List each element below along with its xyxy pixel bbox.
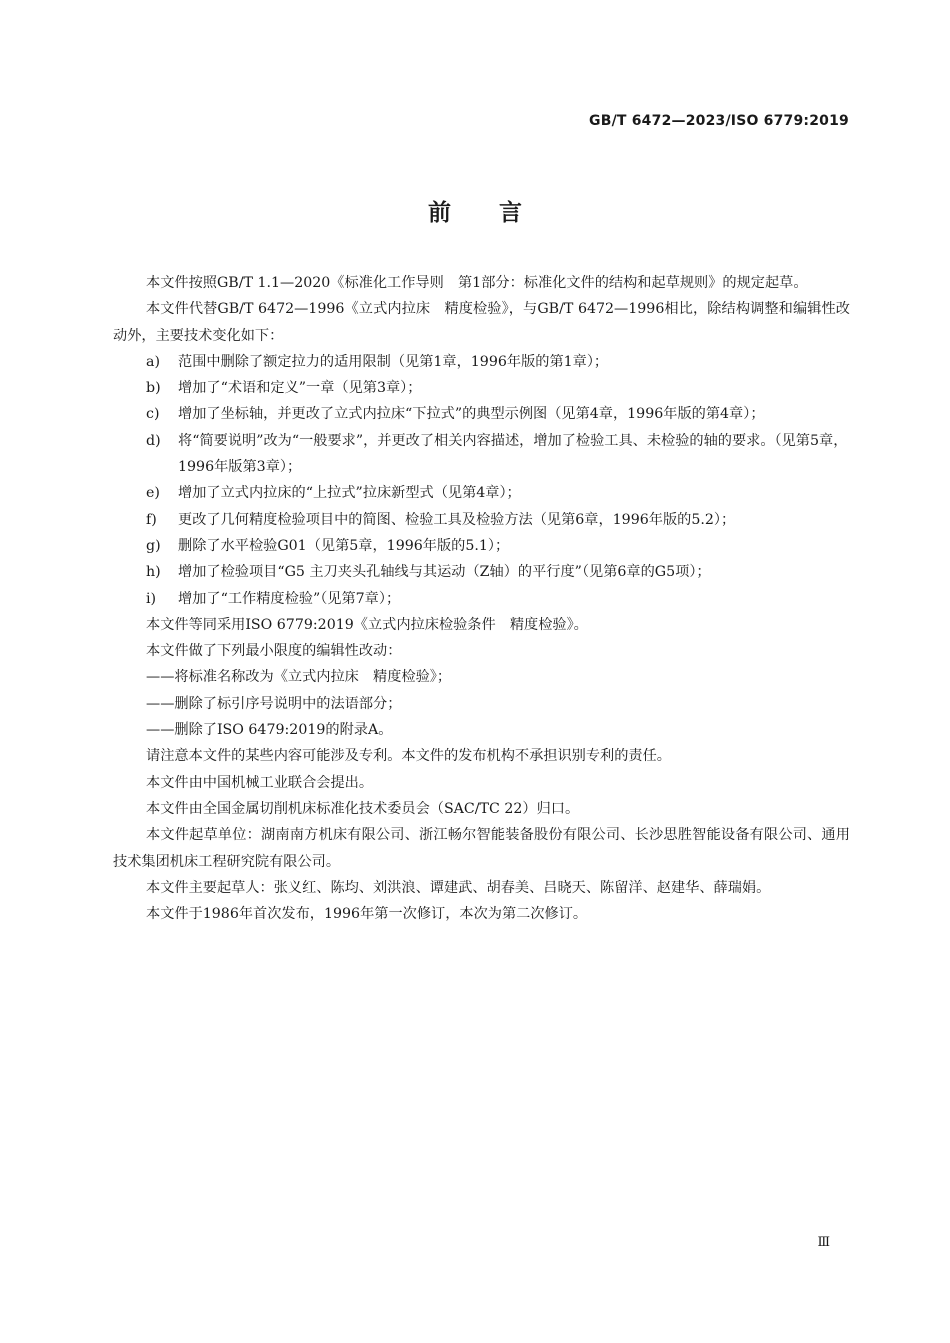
list-marker: e) [146,485,160,502]
page-title: 前言 [428,200,570,226]
list-text: 增加了立式内拉床的“上拉式”拉床新型式（见第4章）； [178,485,521,502]
list-text: 增加了坐标轴，并更改了立式内拉床“下拉式”的典型示例图（见第4章，1996年版的第4章）； [178,406,765,423]
list-item [113,559,850,585]
paragraph-under-jurisdiction: 本文件由全国金属切削机床标准化技术委员会（SAC/TC 22）归口。 [146,800,580,817]
paragraph-history: 本文件于1986年首次发布，1996年第一次修订，本次为第二次修订。 [146,906,588,923]
changes-list [113,349,850,612]
list-item: ——删除了ISO 6479:2019的附录A。 [146,722,393,739]
list-item: ——将标准名称改为《立式内拉床 精度检验》； [146,669,452,686]
list-marker: d) [146,432,161,449]
list-item [113,349,850,375]
list-marker: g) [146,537,161,554]
list-marker: f) [146,511,157,528]
standard-code: GB/T 6472—2023/ISO 6779:2019 [589,113,849,129]
paragraph-drafting-rules: 本文件按照GB/T 1.1—2020《标准化工作导则 第1部分：标准化文件的结构和起草规则》的规定起草。 [146,275,808,291]
list-text: 增加了检验项目“G5 主刀夹头孔轴线与其运动（Z轴）的平行度”（见第6章的G5项）； [178,564,711,581]
list-text: 将“简要说明”改为“一般要求”，并更改了相关内容描述，增加了检验工具、未检验的轴的要求。（见第5章，1996年版第3章）； [178,432,848,476]
list-text: 范围中删除了额定拉力的适用限制（见第1章，1996年版的第1章）； [178,353,609,370]
paragraph-drafting-units: 本文件起草单位：湖南南方机床有限公司、浙江畅尔智能装备股份有限公司、长沙思胜智能设备有限公司、通用技术集团机床工程研究院有限公司。 [113,827,850,870]
list-text: 删除了水平检验G01（见第5章，1996年版的5.1）； [178,537,510,554]
list-item [113,586,850,612]
list-item [113,480,850,506]
list-marker: c) [146,406,160,423]
list-item: ——删除了标引序号说明中的法语部分； [146,695,402,712]
list-item [113,401,850,427]
list-item [113,507,850,533]
paragraph-editorial-intro: 本文件做了下列最小限度的编辑性改动： [146,643,402,660]
list-marker: b) [146,380,161,397]
list-marker: i) [146,590,157,607]
list-text: 更改了几何精度检验项目中的简图、检验工具及检验方法（见第6章，1996年版的5.2）； [178,511,736,528]
list-item [113,428,850,481]
paragraph-drafters: 本文件主要起草人：张义红、陈均、刘洪浪、谭建武、胡春美、吕晓天、陈留洋、赵建华、薛瑞娟。 [146,879,771,896]
page-number: Ⅲ [817,1235,830,1250]
list-item [113,533,850,559]
list-marker: a) [146,353,160,370]
paragraph-proposed-by: 本文件由中国机械工业联合会提出。 [146,774,374,791]
editorial-changes-list [113,664,850,743]
list-item [113,375,850,401]
paragraph-patent-notice: 请注意本文件的某些内容可能涉及专利。本文件的发布机构不承担识别专利的责任。 [146,748,671,765]
list-text: 增加了“术语和定义”一章（见第3章）； [178,380,422,397]
paragraph-replaces: 本文件代替GB/T 6472—1996《立式内拉床 精度检验》，与GB/T 6472—1996相比，除结构调整和编辑性改动外，主要技术变化如下： [113,301,850,344]
paragraph-adoption: 本文件等同采用ISO 6779:2019《立式内拉床检验条件 精度检验》。 [146,616,588,633]
list-text: 增加了“工作精度检验”（见第7章）； [178,590,401,607]
list-marker: h) [146,564,161,581]
foreword-body [113,270,850,927]
